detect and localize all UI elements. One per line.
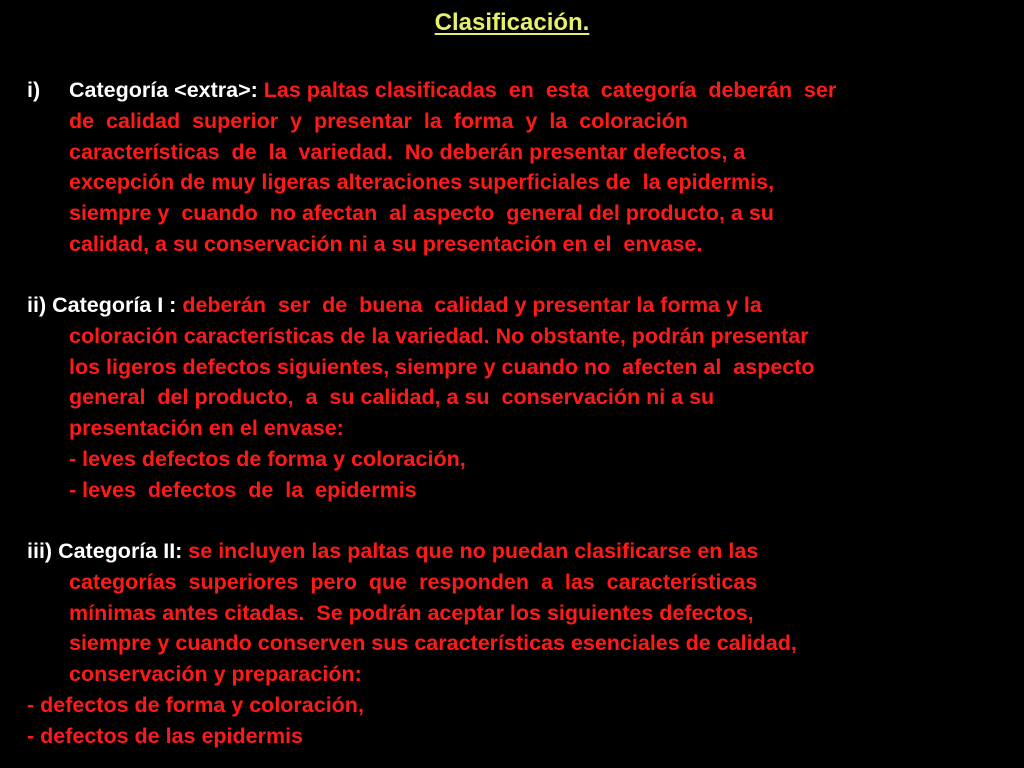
- section-label: Categoría I :: [52, 293, 177, 317]
- page-title: Clasificación.: [434, 9, 590, 36]
- section-text-line: excepción de muy ligeras alteraciones superficiales de la epidermis,: [69, 170, 775, 195]
- section-text-line: calidad, a su conservación ni a su presentación en el envase.: [69, 231, 703, 256]
- section-categoria-ii: [27, 536, 1007, 752]
- section-categoria-extra: [27, 75, 1007, 260]
- section-text-line: general del producto, a su calidad, a su conservación ni a su: [69, 385, 715, 410]
- section-text-line: de calidad superior y presentar la forma y la coloración: [69, 108, 688, 133]
- section-text-line: - defectos de forma y coloración,: [27, 692, 364, 717]
- section-text-line: - leves defectos de la epidermis: [69, 477, 417, 502]
- section-text-line: deberán ser de buena calidad y presentar la forma y la: [176, 293, 762, 317]
- section-text-line: se incluyen las paltas que no puedan clasificarse en las: [182, 539, 759, 563]
- section-text-line: - defectos de las epidermis: [27, 723, 304, 748]
- section-text-line: conservación y preparación:: [69, 662, 362, 687]
- section-text-line: presentación en el envase:: [69, 416, 344, 441]
- section-text-line: Las paltas clasificadas en esta categoría deberán ser: [257, 78, 837, 102]
- section-text-line: categorías superiores pero que responden a las características: [69, 569, 758, 594]
- section-text-line: - leves defectos de forma y coloración,: [69, 446, 466, 471]
- section-text-line: coloración características de la variedad. No obstante, podrán presentar: [69, 323, 809, 348]
- section-text-line: los ligeros defectos siguientes, siempre y cuando no afecten al aspecto: [69, 354, 815, 379]
- section-text-line: mínimas antes citadas. Se podrán aceptar los siguientes defectos,: [69, 600, 754, 625]
- section-label: Categoría <extra>:: [69, 78, 258, 102]
- section-marker: ii): [27, 293, 47, 317]
- section-text-line: características de la variedad. No deberán presentar defectos, a: [69, 139, 746, 164]
- section-text-line: siempre y cuando no afectan al aspecto general del producto, a su: [69, 201, 774, 226]
- section-text-line: siempre y cuando conserven sus características esenciales de calidad,: [69, 631, 797, 656]
- section-label: Categoría II:: [58, 539, 183, 563]
- section-categoria-i: [27, 290, 1007, 506]
- section-marker: iii): [27, 539, 53, 563]
- section-marker: i): [27, 78, 41, 102]
